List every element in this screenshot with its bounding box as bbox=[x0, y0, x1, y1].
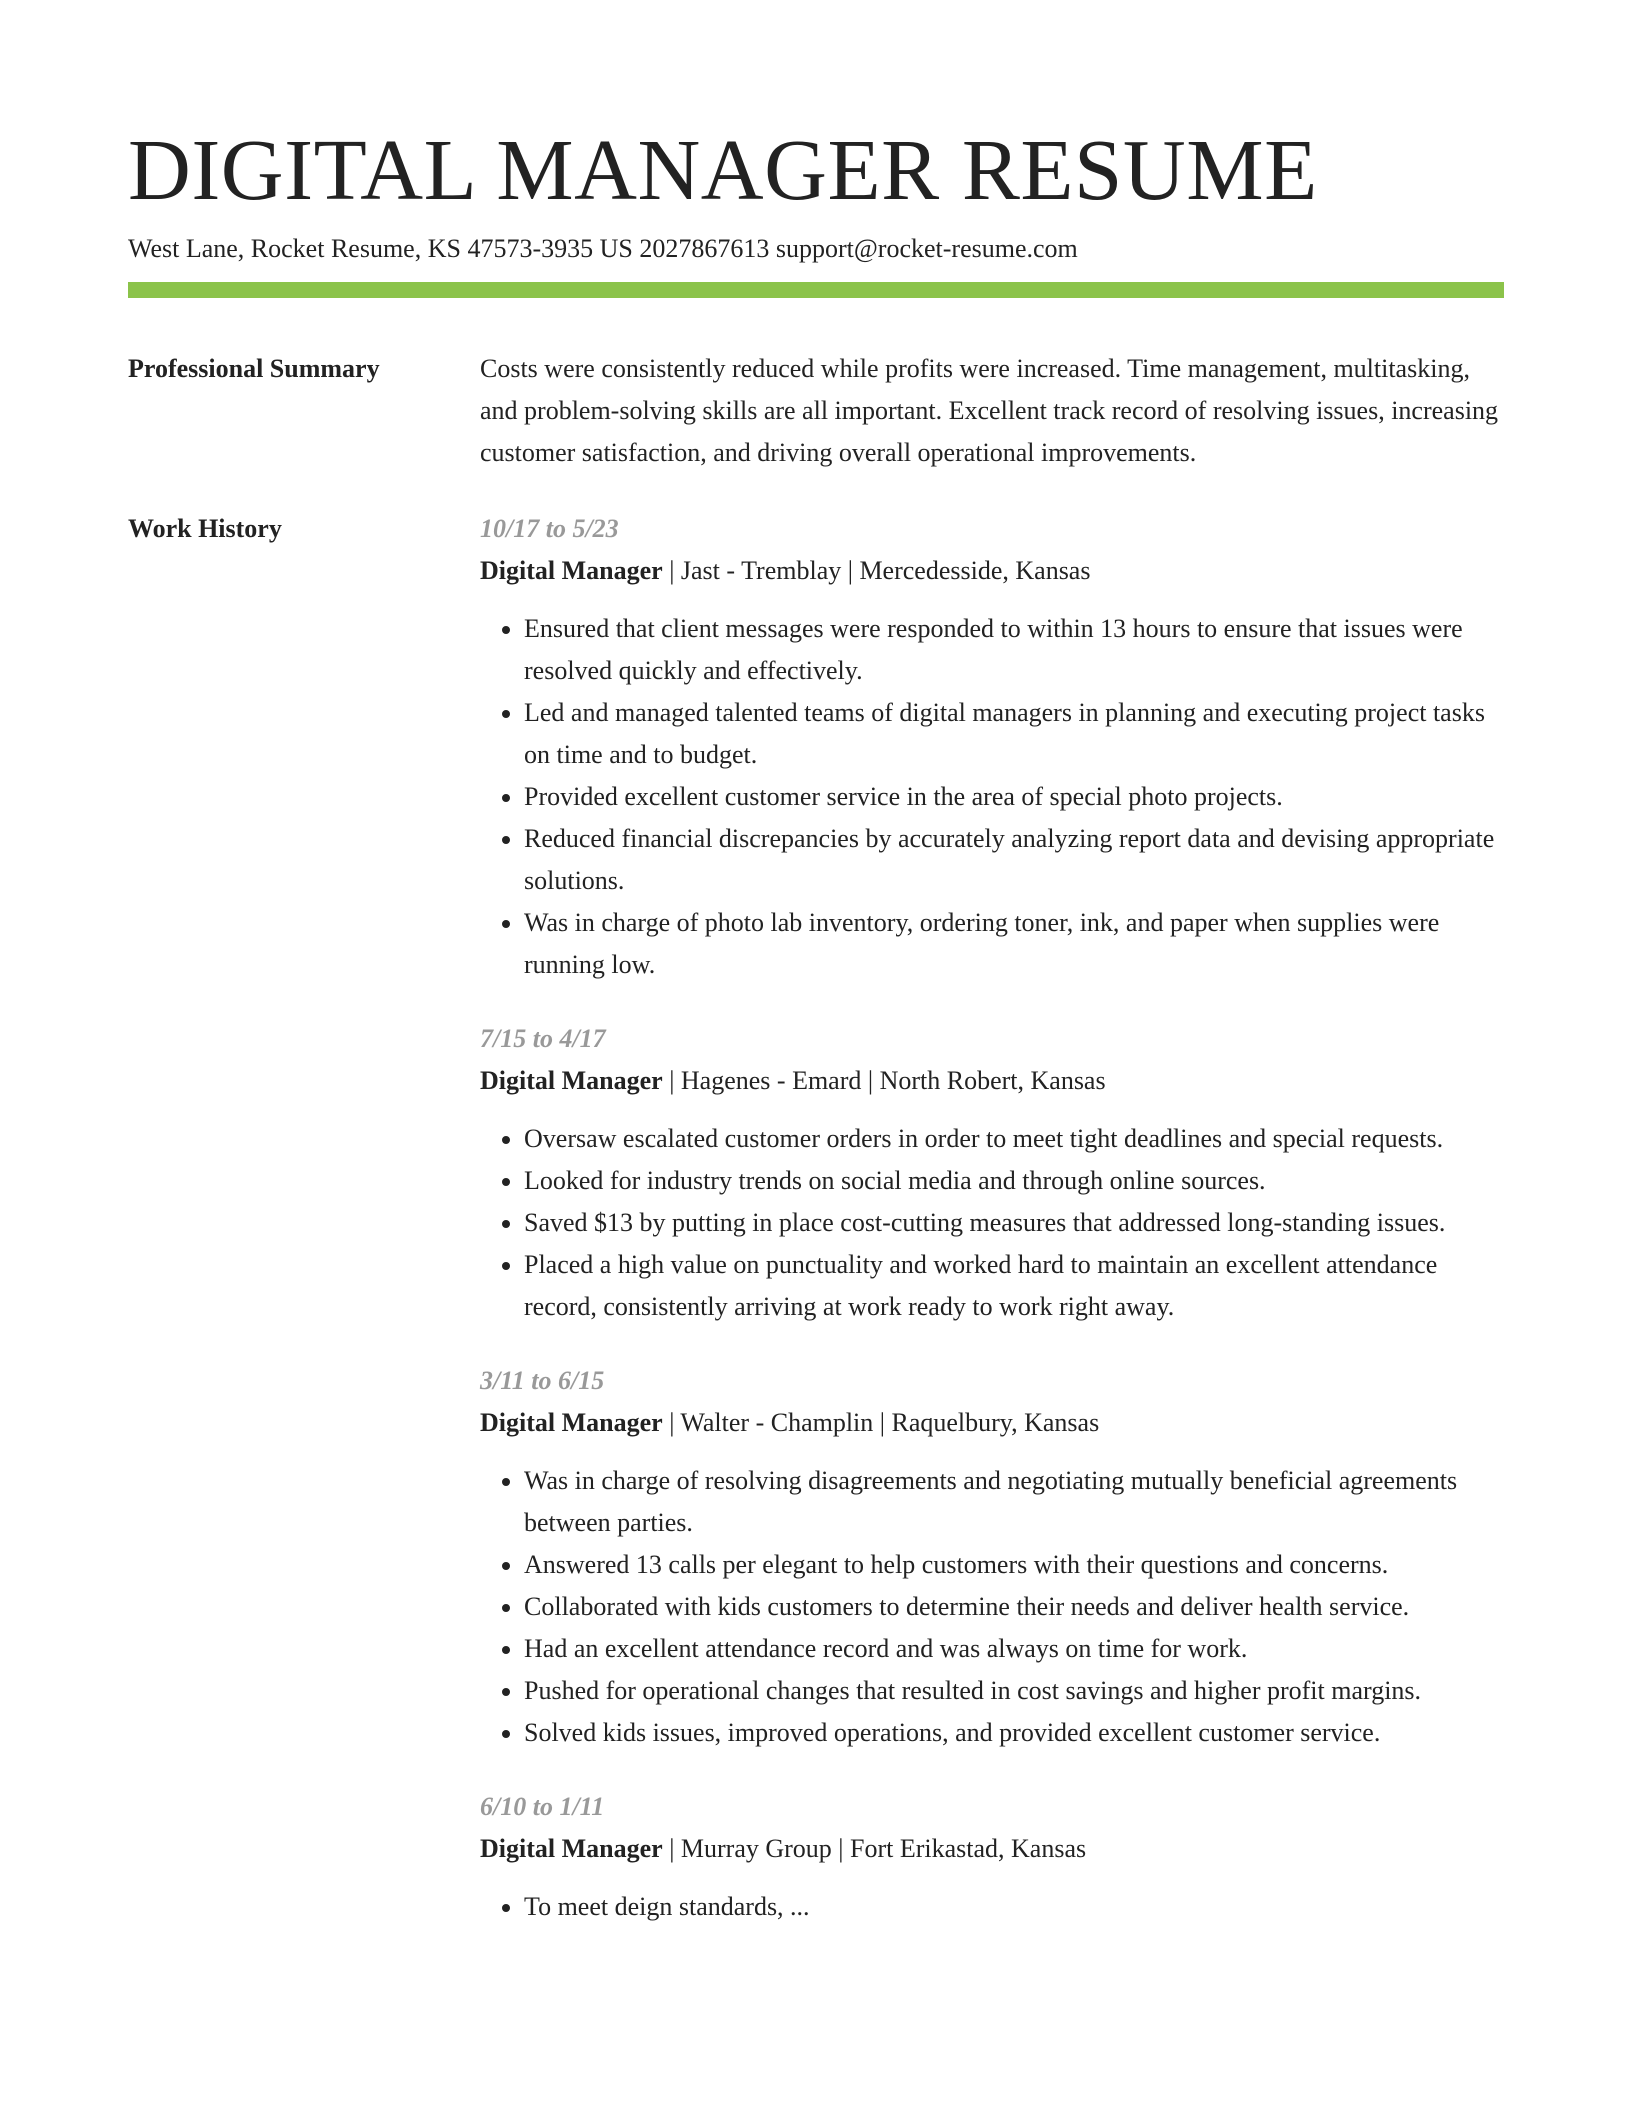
jobs-list bbox=[480, 508, 1504, 1960]
job-entry bbox=[480, 508, 1504, 986]
job-entry bbox=[480, 1786, 1504, 1928]
job-bullets bbox=[480, 1118, 1504, 1328]
job-bullet: • Had an excellent attendance record and was always on time for work. bbox=[524, 1628, 1504, 1670]
job-heading bbox=[480, 1828, 1504, 1870]
job-bullet: • Led and managed talented teams of digital managers in planning and executing project tasks on time and to budget. bbox=[524, 692, 1504, 776]
job-entry bbox=[480, 1018, 1504, 1328]
job-heading bbox=[480, 550, 1504, 592]
job-bullets bbox=[480, 608, 1504, 986]
job-bullets bbox=[480, 1886, 1504, 1928]
job-bullet: • Collaborated with kids customers to determine their needs and deliver health service. bbox=[524, 1586, 1504, 1628]
job-bullet: • Ensured that client messages were responded to within 13 hours to ensure that issues were resolved quickly and effectively. bbox=[524, 608, 1504, 692]
job-details: | Hagenes - Emard | North Robert, Kansas bbox=[662, 1066, 1106, 1095]
job-heading bbox=[480, 1402, 1504, 1444]
job-bullet: • Saved $13 by putting in place cost-cutting measures that addressed long-standing issues. bbox=[524, 1202, 1504, 1244]
job-bullet: • Pushed for operational changes that resulted in cost savings and higher profit margins. bbox=[524, 1670, 1504, 1712]
job-entry bbox=[480, 1360, 1504, 1754]
job-title: Digital Manager bbox=[480, 1408, 663, 1437]
job-details: | Jast - Tremblay | Mercedesside, Kansas bbox=[662, 556, 1091, 585]
job-dates: 6/10 to 1/11 bbox=[480, 1792, 605, 1821]
job-bullets bbox=[480, 1460, 1504, 1754]
resume-title: DIGITAL MANAGER RESUME bbox=[128, 121, 1318, 218]
job-details: | Walter - Champlin | Raquelbury, Kansas bbox=[662, 1408, 1100, 1437]
job-title: Digital Manager bbox=[480, 556, 663, 585]
professional-summary-section bbox=[128, 348, 1504, 474]
job-dates: 3/11 to 6/15 bbox=[480, 1366, 605, 1395]
job-bullet: • Reduced financial discrepancies by accurately analyzing report data and devising appropriate solutions. bbox=[524, 818, 1504, 902]
job-bullet: • Placed a high value on punctuality and worked hard to maintain an excellent attendance record, consistently arriving at work ready to work right away. bbox=[524, 1244, 1504, 1328]
work-history-section bbox=[128, 508, 1504, 1960]
resume-page bbox=[128, 120, 1504, 1960]
job-title: Digital Manager bbox=[480, 1834, 663, 1863]
job-bullet: • Looked for industry trends on social media and through online sources. bbox=[524, 1160, 1504, 1202]
job-bullet: • Was in charge of resolving disagreements and negotiating mutually beneficial agreements between parties. bbox=[524, 1460, 1504, 1544]
section-label-work-history: Work History bbox=[128, 514, 282, 543]
contact-info: West Lane, Rocket Resume, KS 47573-3935 US 2027867613 support@rocket-resume.com bbox=[128, 234, 1078, 263]
job-dates: 7/15 to 4/17 bbox=[480, 1024, 606, 1053]
job-details: | Murray Group | Fort Erikastad, Kansas bbox=[662, 1834, 1087, 1863]
job-bullet: • Oversaw escalated customer orders in order to meet tight deadlines and special requests. bbox=[524, 1118, 1504, 1160]
summary-text: Costs were consistently reduced while profits were increased. Time management, multitasking, and problem-solving skills are all important. Excellent track record of resolving issues, increasing customer satisfaction, and driving overall operational improvements. bbox=[480, 354, 1499, 467]
job-title: Digital Manager bbox=[480, 1066, 663, 1095]
accent-divider bbox=[128, 282, 1504, 298]
job-dates: 10/17 to 5/23 bbox=[480, 514, 619, 543]
job-bullet: • Solved kids issues, improved operations, and provided excellent customer service. bbox=[524, 1712, 1504, 1754]
job-bullet: • Provided excellent customer service in the area of special photo projects. bbox=[524, 776, 1504, 818]
job-bullet: • Answered 13 calls per elegant to help customers with their questions and concerns. bbox=[524, 1544, 1504, 1586]
job-bullet: • To meet deign standards, ... bbox=[524, 1886, 1504, 1928]
job-bullet: • Was in charge of photo lab inventory, ordering toner, ink, and paper when supplies were running low. bbox=[524, 902, 1504, 986]
section-label-summary: Professional Summary bbox=[128, 354, 380, 383]
job-heading bbox=[480, 1060, 1504, 1102]
